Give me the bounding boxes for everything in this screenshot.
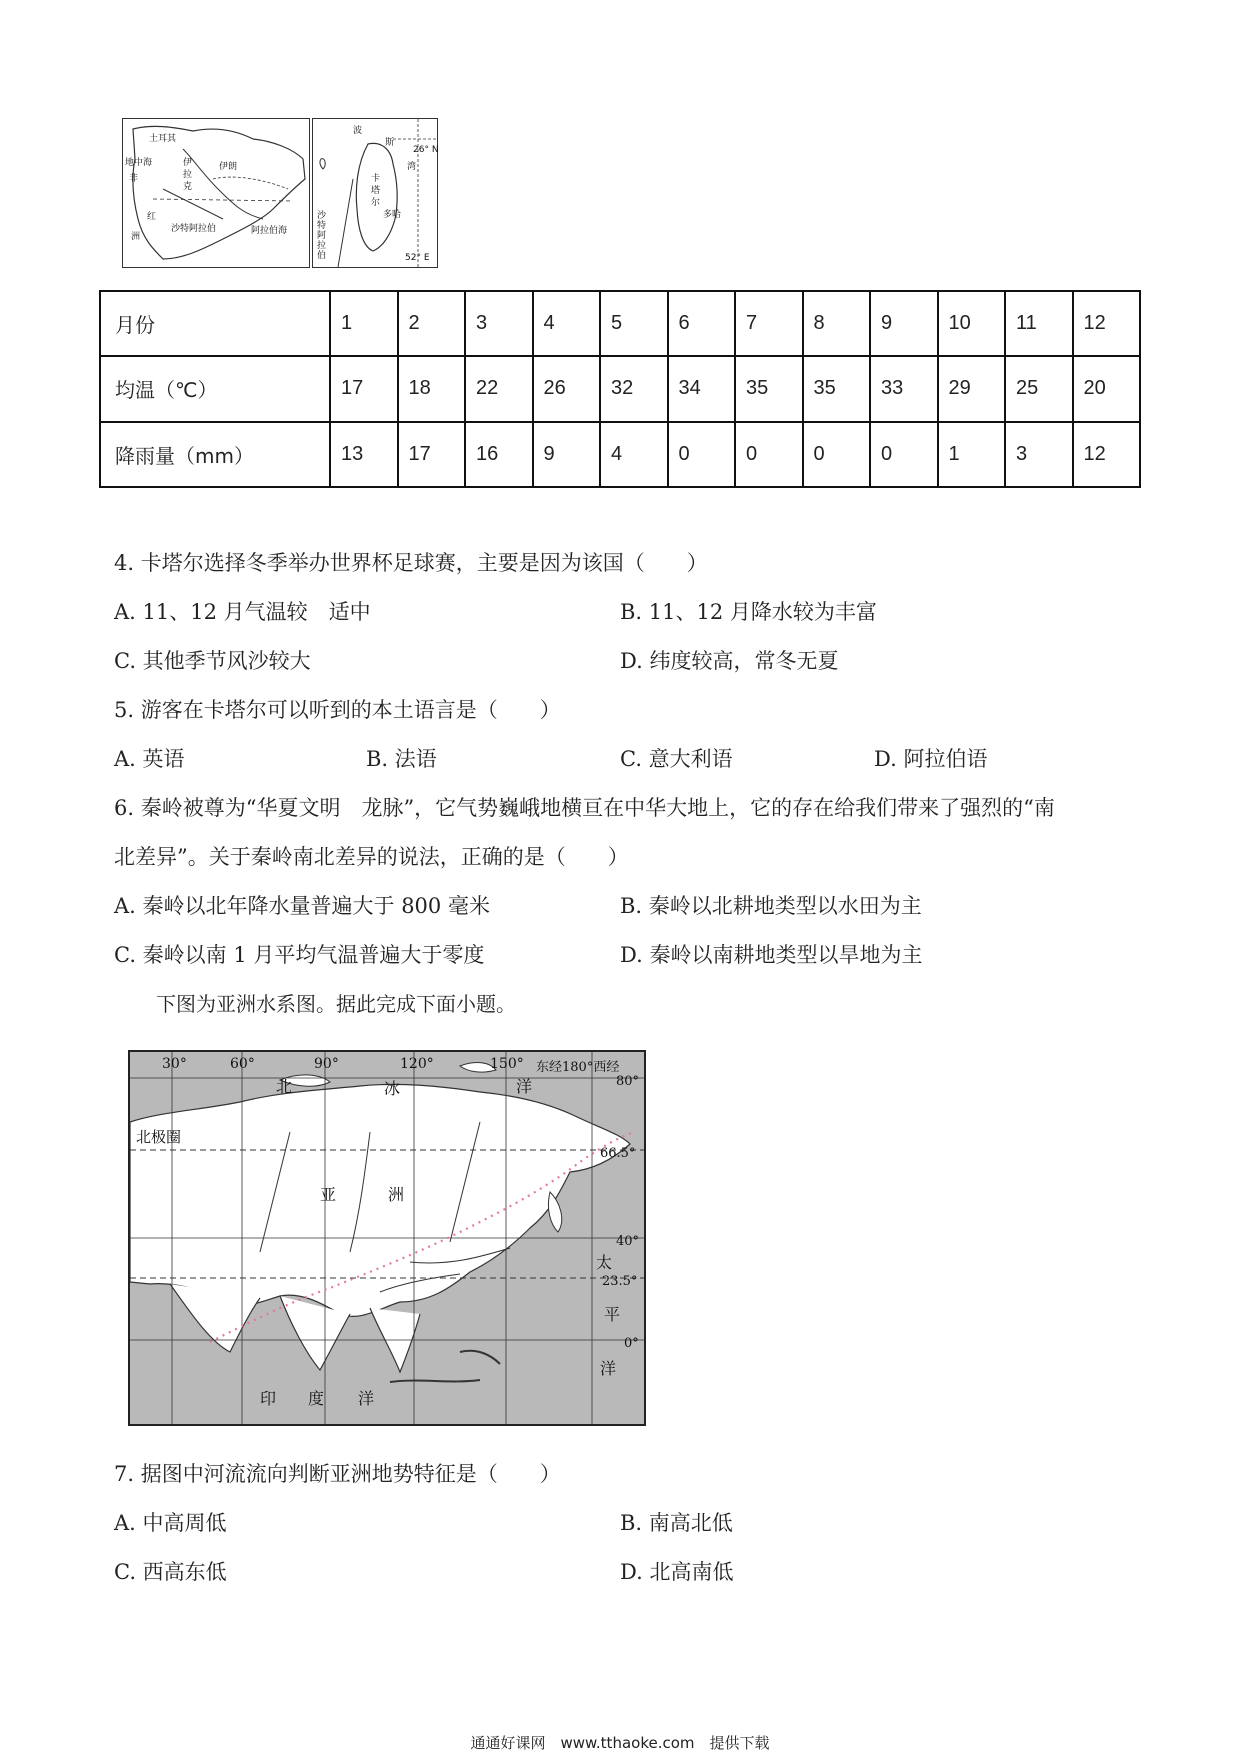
question-6-option-b[interactable]: B. 秦岭以北耕地类型以水田为主 <box>620 894 922 918</box>
asia-map-label-tai: 太 <box>596 1253 613 1272</box>
map-label-turkey: 土耳其 <box>149 134 177 144</box>
table-cell: 35 <box>735 356 803 421</box>
asia-map-label-bing: 冰 <box>384 1079 401 1098</box>
question-5-option-a[interactable]: A. 英语 <box>114 747 185 771</box>
question-7-option-b[interactable]: B. 南高北低 <box>620 1511 733 1535</box>
table-cell: 17 <box>330 356 398 421</box>
table-cell: 17 <box>398 422 466 487</box>
asia-map-label-yin: 印 <box>260 1389 277 1408</box>
table-cell: 4 <box>600 422 668 487</box>
map-label-iran: 伊朗 <box>219 162 238 172</box>
table-cell: 35 <box>803 356 871 421</box>
table-cell: 18 <box>398 356 466 421</box>
asia-map-label-du: 度 <box>308 1389 325 1408</box>
question-4-option-b[interactable]: B. 11、12 月降水较为丰富 <box>620 600 877 624</box>
table-cell: 29 <box>938 356 1006 421</box>
inset-label-saudi: 沙特阿拉伯 <box>317 211 327 261</box>
row-label-rain: 降雨量（mm） <box>100 422 330 487</box>
asia-map-label-ping: 平 <box>604 1305 621 1324</box>
question-4-stem: 4. 卡塔尔选择冬季举办世界杯足球赛，主要是因为该国（ ） <box>114 551 708 575</box>
question-7-option-c[interactable]: C. 西高东低 <box>114 1560 227 1584</box>
table-row-temp <box>100 356 1140 421</box>
asia-map-label-yang-bottom: 洋 <box>358 1389 375 1408</box>
asia-map-svg <box>130 1052 644 1424</box>
asia-map-top-tick: 90° <box>314 1056 339 1072</box>
question-5-option-d[interactable]: D. 阿拉伯语 <box>874 747 988 771</box>
asia-map-top-tick: 东经180°西经 <box>536 1060 620 1075</box>
asia-map-right-tick: 0° <box>624 1336 639 1351</box>
map-label-red: 红 <box>147 212 157 222</box>
table-cell: 32 <box>600 356 668 421</box>
table-cell: 10 <box>938 291 1006 356</box>
table-cell: 7 <box>735 291 803 356</box>
table-cell: 11 <box>1005 291 1073 356</box>
asia-map-right-tick: 80° <box>616 1074 640 1089</box>
asia-map-label-yang-top: 洋 <box>516 1077 533 1096</box>
inset-label-ta: 塔 <box>371 186 381 196</box>
map-label-iraq-2: 拉 <box>183 170 193 180</box>
map-label-arabian-sea: 阿拉伯海 <box>251 226 288 236</box>
table-cell: 25 <box>1005 356 1073 421</box>
map-intro-text: 下图为亚洲水系图。据此完成下面小题。 <box>156 992 516 1016</box>
asia-map-top-tick: 150° <box>490 1056 524 1072</box>
question-5-option-b[interactable]: B. 法语 <box>366 747 437 771</box>
table-cell: 0 <box>735 422 803 487</box>
asia-map-right-tick: 66.5° <box>600 1146 636 1161</box>
asia-river-map <box>128 1050 646 1426</box>
table-cell: 5 <box>600 291 668 356</box>
asia-map-right-tick: 40° <box>616 1234 640 1249</box>
inset-label-doha: 多哈 <box>383 210 402 220</box>
table-cell: 3 <box>1005 422 1073 487</box>
table-cell: 12 <box>1073 291 1141 356</box>
table-cell: 34 <box>668 356 736 421</box>
table-cell: 0 <box>668 422 736 487</box>
asia-map-top-tick: 60° <box>230 1056 255 1072</box>
question-6-option-c[interactable]: C. 秦岭以南 1 月平均气温普遍大于零度 <box>114 943 485 967</box>
question-4-option-c[interactable]: C. 其他季节风沙较大 <box>114 649 311 673</box>
inset-label-wan: 湾 <box>407 162 417 172</box>
table-cell: 33 <box>870 356 938 421</box>
table-cell: 3 <box>465 291 533 356</box>
map-label-africa-1: 非 <box>129 174 139 184</box>
map-label-africa-2: 洲 <box>131 232 141 242</box>
page-footer: 通通好课网 www.tthaoke.com 提供下载 <box>470 1734 770 1752</box>
asia-map-label-north: 北 <box>276 1077 293 1096</box>
climate-table <box>99 290 1141 488</box>
table-cell: 6 <box>668 291 736 356</box>
inset-label-ka: 卡 <box>371 174 381 184</box>
table-cell: 1 <box>938 422 1006 487</box>
question-5-option-c[interactable]: C. 意大利语 <box>620 747 733 771</box>
qatar-inset-map <box>312 118 438 268</box>
row-label-temp: 均温（℃） <box>100 356 330 421</box>
inset-label-lat: 26° N <box>413 145 439 155</box>
question-6-option-a[interactable]: A. 秦岭以北年降水量普遍大于 800 毫米 <box>114 894 490 918</box>
question-6-stem-line-1: 6. 秦岭被尊为“华夏文明 龙脉”，它气势巍峨地横亘在中华大地上，它的存在给我们带来了强烈的“南 <box>114 796 1055 820</box>
asia-map-right-tick: 23.5° <box>602 1274 638 1289</box>
question-4-option-a[interactable]: A. 11、12 月气温较 适中 <box>114 600 371 624</box>
question-6-option-d[interactable]: D. 秦岭以南耕地类型以旱地为主 <box>620 943 923 967</box>
table-cell: 0 <box>803 422 871 487</box>
table-cell: 12 <box>1073 422 1141 487</box>
table-cell: 9 <box>533 422 601 487</box>
table-cell: 0 <box>870 422 938 487</box>
table-cell: 22 <box>465 356 533 421</box>
table-cell: 1 <box>330 291 398 356</box>
table-cell: 2 <box>398 291 466 356</box>
inset-label-er: 尔 <box>371 198 381 208</box>
asia-map-label-zhou: 洲 <box>388 1185 405 1204</box>
table-cell: 13 <box>330 422 398 487</box>
map-label-saudi: 沙特阿拉伯 <box>171 224 217 234</box>
row-label-month: 月份 <box>100 291 330 356</box>
table-cell: 4 <box>533 291 601 356</box>
question-7-option-d[interactable]: D. 北高南低 <box>620 1560 734 1584</box>
asia-map-top-tick: 120° <box>400 1056 434 1072</box>
question-7-stem: 7. 据图中河流流向判断亚洲地势特征是（ ） <box>114 1462 561 1486</box>
question-6-stem-line-2: 北差异”。关于秦岭南北差异的说法，正确的是（ ） <box>114 845 629 869</box>
asia-map-top-tick: 30° <box>162 1056 187 1072</box>
table-cell: 8 <box>803 291 871 356</box>
map-label-mediterranean: 地中海 <box>125 158 153 168</box>
map-label-iraq-3: 克 <box>183 182 193 192</box>
table-cell: 20 <box>1073 356 1141 421</box>
middle-east-map <box>122 118 310 268</box>
question-4-option-d[interactable]: D. 纬度较高，常冬无夏 <box>620 649 839 673</box>
inset-label-si: 斯 <box>385 138 395 148</box>
inset-label-lon: 52° E <box>405 253 430 263</box>
map-label-iraq-1: 伊 <box>183 158 193 168</box>
table-row-rain <box>100 422 1140 487</box>
asia-map-label-ya: 亚 <box>320 1185 337 1204</box>
inset-label-bo: 波 <box>353 126 363 136</box>
asia-map-label-yang-right: 洋 <box>600 1359 617 1378</box>
table-row-month <box>100 291 1140 356</box>
table-cell: 26 <box>533 356 601 421</box>
question-7-option-a[interactable]: A. 中高周低 <box>114 1511 227 1535</box>
table-cell: 9 <box>870 291 938 356</box>
asia-map-label-arctic-circle: 北极圈 <box>136 1128 182 1146</box>
table-cell: 16 <box>465 422 533 487</box>
question-5-stem: 5. 游客在卡塔尔可以听到的本土语言是（ ） <box>114 698 561 722</box>
